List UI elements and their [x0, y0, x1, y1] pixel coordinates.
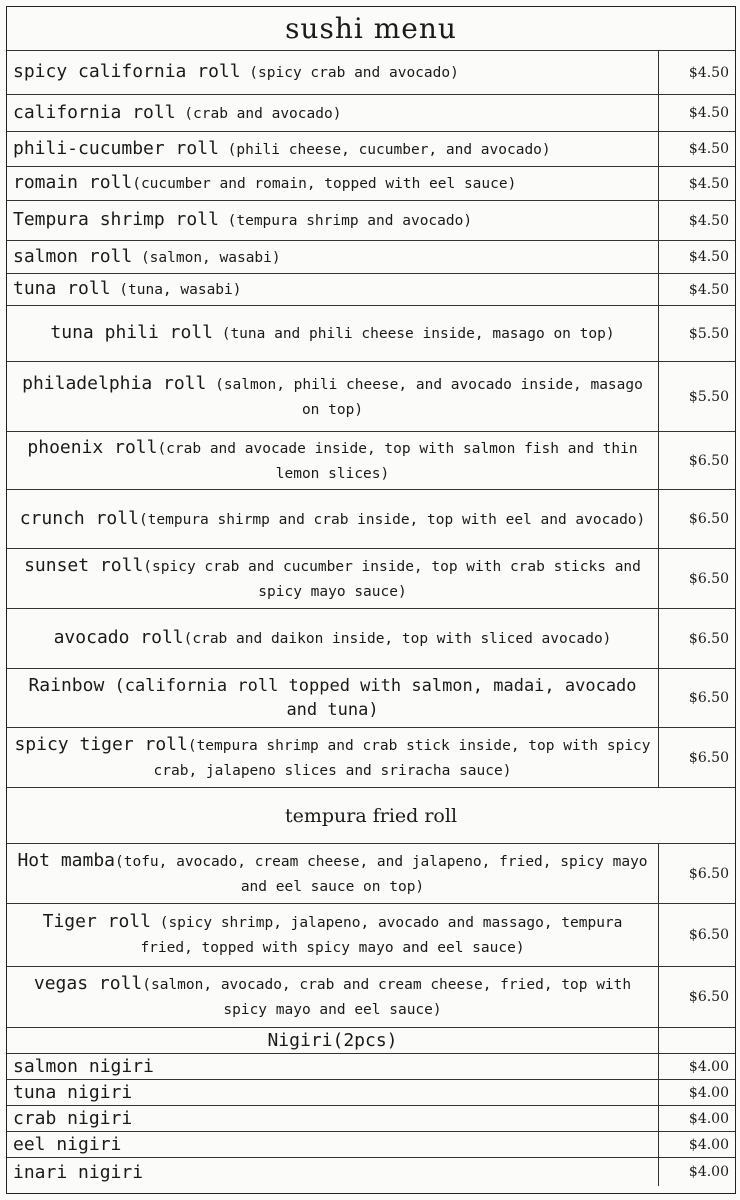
item-name: salmon nigiri: [7, 1054, 659, 1079]
item-name: Tiger roll: [42, 911, 151, 932]
item-name: crab nigiri: [7, 1106, 659, 1131]
menu-title: sushi menu: [285, 12, 457, 45]
item-price: $6.50: [688, 927, 729, 943]
item-description: (tempura shrimp and crab stick inside, top with spicy crab, jalapeno slices and sriracha sauce): [153, 737, 651, 779]
item-price: $6.50: [688, 570, 729, 587]
menu-item: [7, 274, 735, 306]
item-name: philadelphia roll: [22, 372, 207, 394]
item-price: $6.50: [688, 452, 729, 469]
item-name: tuna roll: [13, 278, 111, 299]
item-name: Rainbow: [28, 675, 105, 696]
item-description: (spicy shrimp, jalapeno, avocado and massago, tempura fried, topped with spicy mayo and eel sauce): [140, 915, 623, 956]
item-price: $6.50: [688, 989, 729, 1005]
item-price: $4.50: [688, 64, 729, 81]
item-description: (california roll topped with salmon, madai, avocado and tuna): [104, 676, 637, 720]
item-price: $4.50: [688, 212, 729, 229]
item-name: tuna nigiri: [7, 1080, 659, 1105]
item-description: (phili cheese, cucumber, and avocado): [218, 141, 551, 158]
item-price: $4.00: [688, 1084, 729, 1101]
menu-item: [7, 132, 735, 167]
menu-item: [7, 1054, 735, 1080]
item-description: (salmon, avocado, crab and cream cheese, fried, top with spicy mayo and eel sauce): [142, 977, 632, 1018]
item-price: $4.50: [688, 281, 729, 298]
item-description: (tempura shirmp and crab inside, top with eel and avocado): [138, 511, 646, 528]
menu-item: [7, 432, 735, 490]
menu-item: [7, 904, 735, 967]
item-description: (tuna and phili cheese inside, masago on top): [212, 326, 615, 342]
item-name: salmon roll: [13, 245, 133, 267]
item-name: Tempura shrimp roll: [13, 209, 219, 230]
item-price: $4.00: [688, 1110, 729, 1127]
item-name: vegas roll: [33, 973, 143, 994]
item-name: california roll: [13, 101, 176, 123]
item-description: (crab and daikon inside, top with sliced avocado): [183, 631, 612, 647]
menu-item: [7, 1158, 735, 1186]
menu-item: [7, 306, 735, 362]
item-description: (salmon, wasabi): [132, 249, 281, 266]
item-price: $6.50: [688, 630, 729, 647]
menu-item: [7, 95, 735, 132]
item-name: inari nigiri: [7, 1158, 659, 1186]
menu-item: [7, 490, 735, 549]
item-price: $4.50: [688, 141, 729, 157]
item-price: $4.00: [688, 1136, 729, 1153]
item-description: (tuna, wasabi): [110, 282, 242, 298]
item-name: eel nigiri: [7, 1132, 659, 1157]
item-description: (cucumber and romain, topped with eel sauce): [132, 176, 517, 192]
item-price: $5.50: [688, 388, 729, 405]
item-price: $5.50: [688, 325, 729, 342]
section-header-tempura: [7, 788, 735, 844]
menu-item: [7, 967, 735, 1028]
item-name: tuna phili roll: [50, 322, 213, 343]
item-name: avocado roll: [53, 627, 184, 648]
item-description: (crab and avocado): [175, 105, 342, 122]
item-name: spicy california roll: [13, 61, 241, 82]
item-price: $4.50: [688, 175, 729, 192]
item-description: (spicy crab and cucumber inside, top with crab sticks and spicy mayo sauce): [143, 558, 641, 600]
item-name: spicy tiger roll: [14, 733, 188, 755]
item-price: $6.50: [688, 690, 729, 706]
item-price: $4.50: [688, 249, 729, 265]
menu-item: [7, 167, 735, 201]
item-name: phoenix roll: [27, 436, 158, 458]
menu-item: [7, 241, 735, 274]
menu-item: [7, 51, 735, 95]
menu-item: [7, 669, 735, 728]
item-description: (tofu, avocado, cream cheese, and jalapeno, fried, spicy mayo and eel sauce on top): [115, 853, 648, 895]
menu-item: [7, 844, 735, 904]
section-title: Nigiri(2pcs): [267, 1030, 398, 1051]
section-title: tempura fried roll: [284, 804, 458, 827]
item-name: crunch roll: [19, 507, 139, 529]
item-price: $6.50: [688, 511, 729, 527]
item-description: (salmon, phili cheese, and avocado inside, masago on top): [206, 376, 643, 418]
item-description: (tempura shrimp and avocado): [218, 213, 473, 229]
sushi-menu: [6, 6, 736, 1194]
item-description: (crab and avocade inside, top with salmon fish and thin lemon slices): [157, 440, 638, 482]
item-name: Hot mamba: [17, 849, 116, 871]
menu-item: [7, 549, 735, 609]
item-price: $6.50: [688, 865, 729, 882]
menu-item: [7, 1132, 735, 1158]
menu-item: [7, 609, 735, 669]
item-price: $4.50: [688, 105, 729, 121]
menu-item: [7, 1106, 735, 1132]
item-price: $6.50: [688, 749, 729, 766]
item-name: sunset roll: [24, 554, 144, 576]
menu-item: [7, 201, 735, 241]
item-price: $4.00: [688, 1058, 729, 1075]
menu-item: [7, 362, 735, 432]
item-description: (spicy crab and avocado): [240, 65, 459, 81]
menu-item: [7, 728, 735, 788]
item-name: phili-cucumber roll: [13, 137, 219, 159]
section-header-nigiri: [7, 1028, 735, 1054]
menu-title-row: [7, 7, 735, 51]
item-name: romain roll: [13, 172, 133, 193]
menu-item: [7, 1080, 735, 1106]
item-price: $4.00: [688, 1164, 729, 1180]
